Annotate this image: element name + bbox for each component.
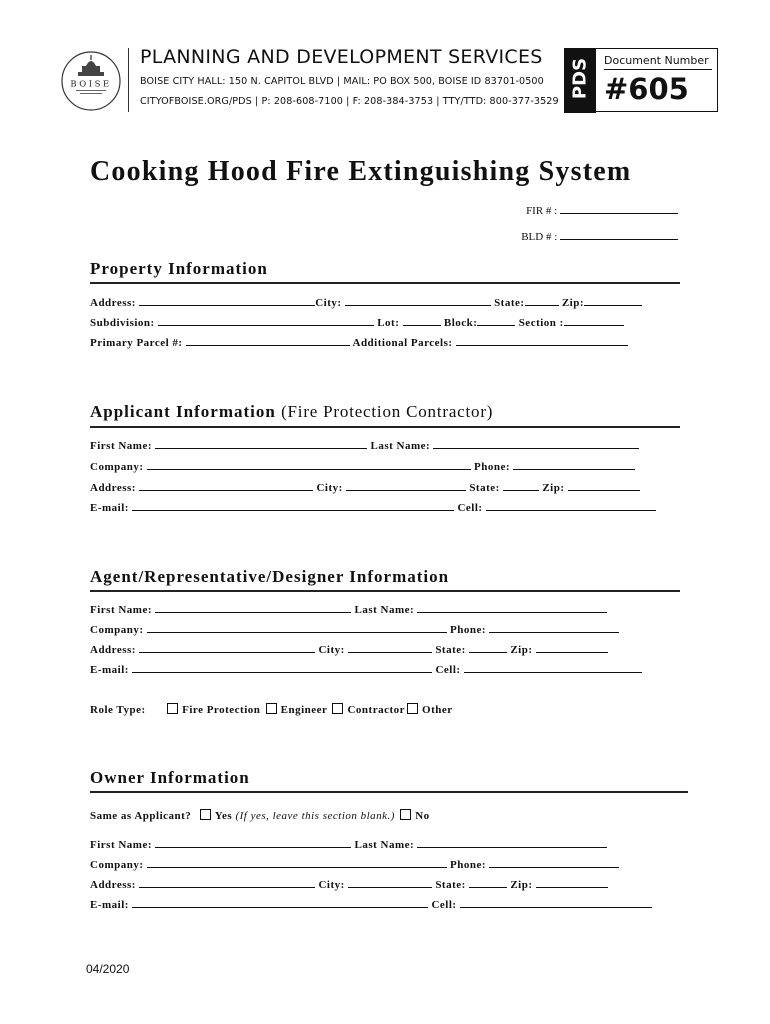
agent-company-input[interactable] (147, 623, 447, 633)
document-number-label: Document Number (604, 54, 709, 67)
agent-state-input[interactable] (469, 643, 507, 653)
applicant-section-rule (90, 426, 680, 428)
same-as-applicant-yes-checkbox[interactable] (200, 809, 211, 820)
agent-section-rule (90, 590, 680, 592)
owner-row-3: Address: City: State: Zip: (90, 878, 608, 891)
agent-cell-input[interactable] (464, 663, 642, 673)
property-row-2: Subdivision: Lot: Block: Section : (90, 316, 624, 329)
applicant-row-2: Company: Phone: (90, 460, 635, 473)
document-number: #605 (604, 72, 689, 106)
applicant-address-input[interactable] (139, 481, 313, 491)
agency-address: BOISE CITY HALL: 150 N. CAPITOL BLVD | MAIL: PO BOX 500, BOISE ID 83701-0500 (140, 76, 544, 87)
property-section-title: Property Information (90, 259, 268, 278)
owner-state-input[interactable] (469, 878, 507, 888)
owner-zip-input[interactable] (536, 878, 608, 888)
property-zip-input[interactable] (584, 296, 642, 306)
owner-phone-input[interactable] (489, 858, 619, 868)
owner-section-rule (90, 791, 688, 793)
applicant-email-input[interactable] (132, 501, 454, 511)
owner-cell-input[interactable] (460, 898, 652, 908)
owner-last-name-input[interactable] (417, 838, 607, 848)
property-address-input[interactable] (139, 296, 315, 306)
applicant-row-4: E-mail: Cell: (90, 501, 656, 514)
property-row-3: Primary Parcel #: Additional Parcels: (90, 336, 628, 349)
same-as-applicant-no-checkbox[interactable] (400, 809, 411, 820)
applicant-cell-input[interactable] (486, 501, 656, 511)
agency-name: PLANNING AND DEVELOPMENT SERVICES (140, 46, 543, 68)
agent-row-3: Address: City: State: Zip: (90, 643, 608, 656)
header-divider (128, 48, 129, 112)
svg-text:BOISE: BOISE (70, 79, 112, 90)
agent-email-input[interactable] (132, 663, 432, 673)
applicant-company-input[interactable] (147, 460, 471, 470)
primary-parcel-input[interactable] (186, 336, 350, 346)
agent-row-2: Company: Phone: (90, 623, 619, 636)
agent-section-title: Agent/Representative/Designer Information (90, 567, 450, 586)
applicant-state-input[interactable] (503, 481, 539, 491)
property-row-1: Address: City: State: Zip: (90, 296, 642, 309)
role-type-row: Role Type: Fire Protection Engineer Contractor Other (90, 704, 453, 716)
applicant-phone-input[interactable] (513, 460, 635, 470)
additional-parcels-input[interactable] (456, 336, 628, 346)
agent-city-input[interactable] (348, 643, 432, 653)
agent-phone-input[interactable] (489, 623, 619, 633)
agent-row-4: E-mail: Cell: (90, 663, 642, 676)
agent-address-input[interactable] (139, 643, 315, 653)
owner-row-2: Company: Phone: (90, 858, 619, 871)
applicant-last-name-input[interactable] (433, 439, 639, 449)
property-state-input[interactable] (525, 296, 559, 306)
agent-first-name-input[interactable] (155, 603, 351, 613)
bld-number-field[interactable]: BLD # : (521, 230, 678, 243)
pds-tab: PDS (564, 48, 596, 113)
role-engineer-checkbox[interactable] (266, 703, 277, 714)
document-number-rule (604, 69, 712, 70)
applicant-first-name-input[interactable] (155, 439, 367, 449)
applicant-row-1: First Name: Last Name: (90, 439, 639, 452)
owner-row-1: First Name: Last Name: (90, 838, 607, 851)
agency-contact: CITYOFBOISE.ORG/PDS | P: 208-608-7100 | F: 208-384-3753 | TTY/TTD: 800-377-3529 (140, 96, 559, 107)
applicant-zip-input[interactable] (568, 481, 640, 491)
block-input[interactable] (477, 316, 515, 326)
role-other-checkbox[interactable] (407, 703, 418, 714)
property-section-rule (90, 282, 680, 284)
subdivision-input[interactable] (158, 316, 374, 326)
owner-email-input[interactable] (132, 898, 428, 908)
lot-input[interactable] (403, 316, 441, 326)
footer-date: 04/2020 (86, 962, 130, 976)
agent-last-name-input[interactable] (417, 603, 607, 613)
form-title: Cooking Hood Fire Extinguishing System (90, 156, 632, 187)
same-as-applicant-row: Same as Applicant? Yes (If yes, leave this section blank.) No (90, 810, 430, 822)
owner-section-title: Owner Information (90, 768, 250, 787)
section-input[interactable] (564, 316, 624, 326)
agent-zip-input[interactable] (536, 643, 608, 653)
owner-row-4: E-mail: Cell: (90, 898, 652, 911)
owner-company-input[interactable] (147, 858, 447, 868)
applicant-row-3: Address: City: State: Zip: (90, 481, 640, 494)
owner-city-input[interactable] (348, 878, 432, 888)
role-fire-protection-checkbox[interactable] (167, 703, 178, 714)
owner-first-name-input[interactable] (155, 838, 351, 848)
role-contractor-checkbox[interactable] (332, 703, 343, 714)
applicant-section-title: Applicant Information (Fire Protection Contractor) (90, 402, 494, 421)
applicant-city-input[interactable] (346, 481, 466, 491)
boise-capitol-seal-icon (60, 50, 122, 112)
agent-row-1: First Name: Last Name: (90, 603, 607, 616)
property-city-input[interactable] (345, 296, 491, 306)
owner-address-input[interactable] (139, 878, 315, 888)
fir-number-field[interactable]: FIR # : (526, 204, 678, 217)
